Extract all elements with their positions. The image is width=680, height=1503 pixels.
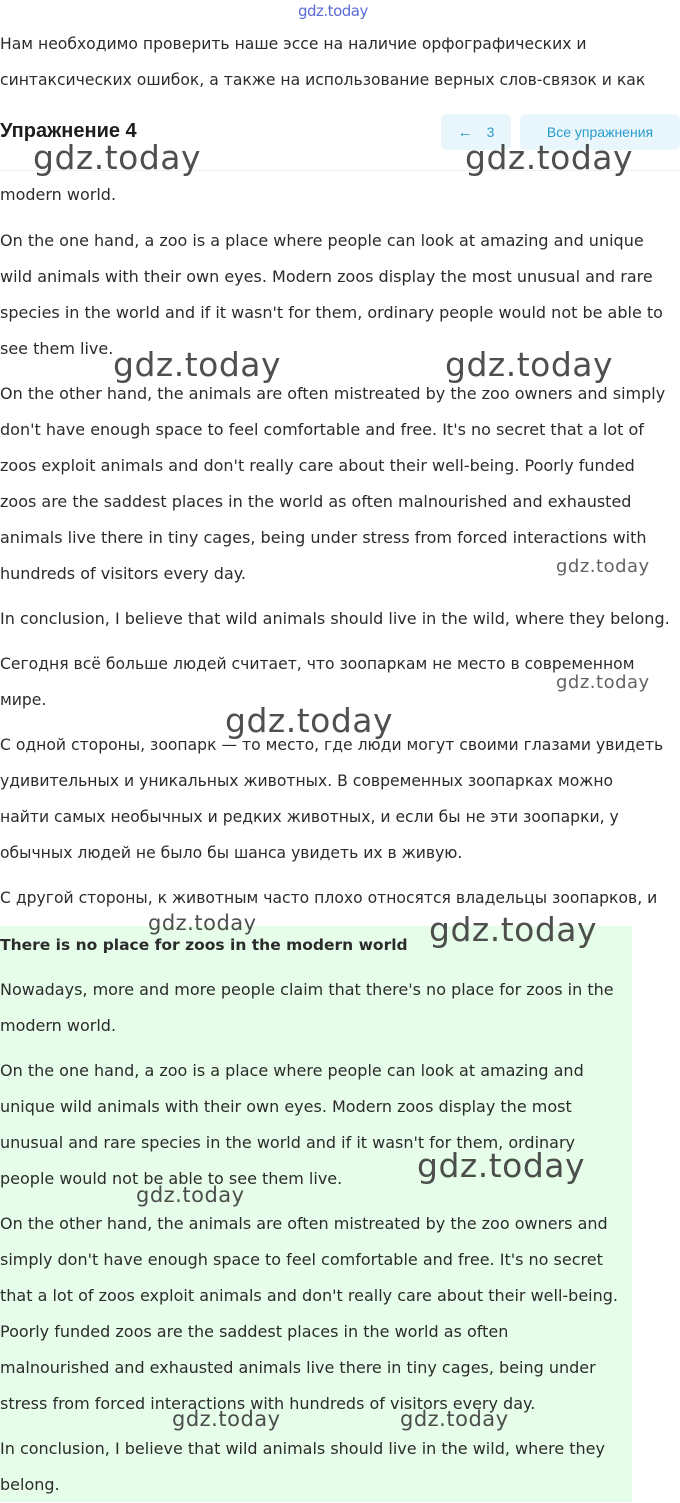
answer-line: On the other hand, the animals are often mistreated by the zoo owners and	[0, 1214, 608, 1233]
answer-line: belong.	[0, 1475, 60, 1494]
answer-line: simply don't have enough space to feel comfortable and free. It's no secret	[0, 1250, 603, 1269]
essay-line: zoos are the saddest places in the world as often malnourished and exhausted	[0, 492, 632, 511]
answer-title: There is no place for zoos in the modern world	[0, 936, 408, 954]
translation-line: удивительных и уникальных животных. В современных зоопарках можно	[0, 772, 614, 790]
watermark: gdz.today	[172, 1407, 281, 1431]
watermark: gdz.today	[465, 138, 634, 177]
essay-line: On the other hand, the animals are often mistreated by the zoo owners and simply	[0, 384, 666, 403]
translation-line: найти самых необычных и редких животных, и если бы не эти зоопарки, у	[0, 808, 619, 826]
essay-line: species in the world and if it wasn't for them, ordinary people would not be able to	[0, 303, 663, 322]
translation-line: Сегодня всё больше людей считает, что зоопаркам не место в современном	[0, 655, 635, 673]
answer-line: unique wild animals with their own eyes. Modern zoos display the most	[0, 1097, 572, 1116]
answer-line: In conclusion, I believe that wild animals should live in the wild, where they	[0, 1439, 605, 1458]
exercise-title: Упражнение 4	[0, 120, 137, 142]
watermark: gdz.today	[400, 1407, 509, 1431]
translation-line: мире.	[0, 691, 47, 709]
watermark: gdz.today	[113, 345, 282, 384]
site-logo[interactable]: gdz.today	[298, 2, 368, 20]
translation-line: обычных людей не было бы шанса увидеть их в живую.	[0, 844, 463, 862]
answer-line: malnourished and exhausted animals live there in tiny cages, being under	[0, 1358, 596, 1377]
essay-line: don't have enough space to feel comfortable and free. It's no secret that a lot of	[0, 420, 644, 439]
watermark: gdz.today	[556, 672, 650, 693]
essay-line: animals live there in tiny cages, being under stress from forced interactions with	[0, 528, 647, 547]
intro-line: Нам необходимо проверить наше эссе на наличие орфографических и	[0, 35, 587, 53]
prev-exercise-button[interactable]	[441, 114, 511, 150]
watermark: gdz.today	[136, 1183, 245, 1207]
prev-exercise-label: 3	[486, 124, 495, 140]
watermark: gdz.today	[429, 910, 598, 949]
answer-line: modern world.	[0, 1016, 117, 1035]
answer-line: Nowadays, more and more people claim that there's no place for zoos in the	[0, 980, 614, 999]
watermark: gdz.today	[225, 701, 394, 740]
watermark: gdz.today	[445, 345, 614, 384]
essay-line: hundreds of visitors every day.	[0, 564, 247, 583]
essay-line: see them live.	[0, 339, 114, 358]
watermark: gdz.today	[417, 1146, 586, 1185]
intro-line: синтаксических ошибок, а также на использование верных слов-связок и как	[0, 71, 646, 89]
translation-line: С другой стороны, к животным часто плохо относятся владельцы зоопарков, и	[0, 889, 658, 907]
watermark: gdz.today	[556, 556, 650, 577]
answer-line: unusual and rare species in the world and if it wasn't for them, ordinary	[0, 1133, 576, 1152]
all-exercises-button[interactable]: Все упражнения	[520, 114, 680, 150]
essay-line: On the one hand, a zoo is a place where people can look at amazing and unique	[0, 231, 644, 250]
answer-line: Poorly funded zoos are the saddest places in the world as often	[0, 1322, 509, 1341]
answer-line: people would not be able to see them live.	[0, 1169, 343, 1188]
answer-line: On the one hand, a zoo is a place where people can look at amazing and	[0, 1061, 584, 1080]
watermark: gdz.today	[33, 138, 202, 177]
watermark: gdz.today	[148, 911, 257, 935]
essay-line: zoos exploit animals and don't really care about their well-being. Poorly funded	[0, 456, 635, 475]
essay-line: In conclusion, I believe that wild animals should live in the wild, where they belong.	[0, 609, 670, 628]
answer-line: that a lot of zoos exploit animals and don't really care about their well-being.	[0, 1286, 618, 1305]
translation-line: С одной стороны, зоопарк — то место, где люди могут своими глазами увидеть	[0, 736, 664, 754]
essay-line: wild animals with their own eyes. Modern zoos display the most unusual and rare	[0, 267, 653, 286]
answer-line: stress from forced interactions with hundreds of visitors every day.	[0, 1394, 536, 1413]
essay-line: modern world.	[0, 185, 117, 204]
arrow-left-icon: ←	[457, 123, 473, 141]
